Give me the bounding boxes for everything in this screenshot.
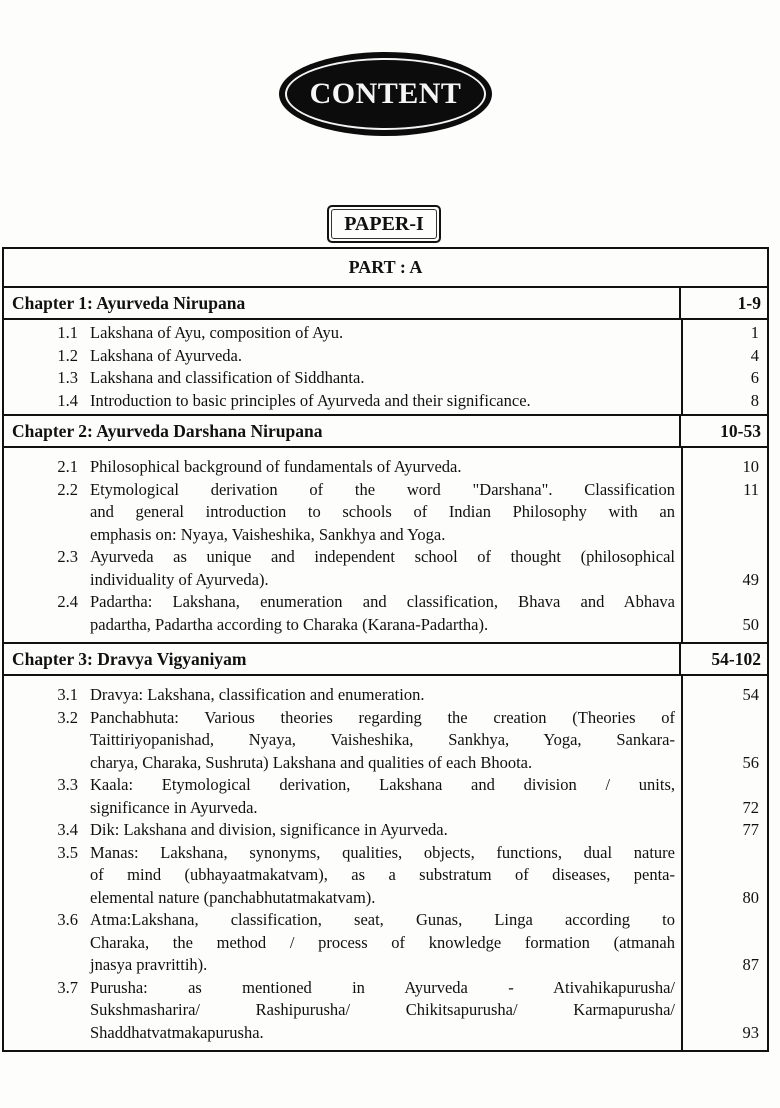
section-number: 3.6 <box>57 910 78 929</box>
section-title: Panchabhuta: Various theories regarding the creation (Theories of <box>90 707 675 727</box>
section-title: Sukshmasharira/ Rashipurusha/ Chikitsapurusha/ Karmapurusha/ <box>90 1000 675 1019</box>
section-number: 3.3 <box>57 775 78 794</box>
section-title: Lakshana and classification of Siddhanta. <box>90 368 365 387</box>
toc-entry-line[interactable] <box>4 954 681 977</box>
toc-entry-line[interactable] <box>4 524 681 547</box>
section-number: 2.1 <box>57 457 78 476</box>
section-page-number <box>683 909 767 932</box>
section-number: 3.7 <box>57 977 78 997</box>
section-number: 3.5 <box>57 842 78 862</box>
chapter-items <box>4 320 767 416</box>
toc-entry-line[interactable] <box>4 479 681 502</box>
section-number <box>4 797 90 820</box>
section-page-number <box>683 932 767 955</box>
section-number: 1.3 <box>57 368 78 387</box>
chapter-page-range: 1-9 <box>737 292 761 313</box>
section-title: of mind (ubhayaatmakatvam), as a substratum of diseases, penta- <box>90 865 675 884</box>
section-number: 3.2 <box>57 707 78 727</box>
table-of-contents <box>2 247 769 1052</box>
section-number <box>4 752 90 775</box>
section-title: and general introduction to schools of Indian Philosophy with an <box>90 502 675 521</box>
chapter-title[interactable]: Chapter 1: Ayurveda Nirupana <box>4 288 681 318</box>
section-page-number <box>683 774 767 797</box>
section-number <box>4 729 90 752</box>
section-title: jnasya pravrittih). <box>90 955 208 974</box>
section-page-number <box>683 707 767 730</box>
section-title: Introduction to basic principles of Ayurveda and their significance. <box>90 390 531 410</box>
section-page-number: 10 <box>742 457 759 476</box>
section-number: 2.3 <box>57 547 78 566</box>
section-number <box>4 864 90 887</box>
toc-entry-line[interactable] <box>4 909 681 932</box>
toc-entry-line[interactable] <box>4 684 681 707</box>
section-page-number: 4 <box>750 345 759 365</box>
section-title: Charaka, the method / process of knowledge formation (atmanah <box>90 932 675 952</box>
section-title: Dravya: Lakshana, classification and enumeration. <box>90 685 425 704</box>
section-number <box>4 887 90 910</box>
toc-entry-line[interactable] <box>4 932 681 955</box>
toc-entry-line[interactable] <box>4 819 681 842</box>
chapter-heading-row[interactable] <box>4 416 767 448</box>
section-page-number <box>683 864 767 887</box>
toc-entry-line[interactable] <box>4 591 681 614</box>
section-page-number: 93 <box>742 1022 759 1042</box>
toc-entry-line[interactable] <box>4 887 681 910</box>
section-title: Purusha: as mentioned in Ayurveda - Ativahikapurusha/ <box>90 977 675 997</box>
section-number <box>4 614 90 637</box>
section-page-number <box>683 842 767 865</box>
chapter-items <box>4 676 767 1050</box>
section-page-number: 1 <box>750 323 759 342</box>
section-page-number <box>683 977 767 1000</box>
section-page-number <box>683 999 767 1022</box>
chapter-title[interactable]: Chapter 2: Ayurveda Darshana Nirupana <box>4 416 681 446</box>
section-title: Shaddhatvatmakapurusha. <box>90 1022 264 1042</box>
toc-entry-line[interactable] <box>4 322 681 345</box>
section-title: Taittiriyopanishad, Nyaya, Vaisheshika, Sankhya, Yoga, Sankara- <box>90 730 675 749</box>
section-page-number: 87 <box>742 955 759 974</box>
section-number: 1.2 <box>57 345 78 365</box>
content-title-badge <box>279 52 492 136</box>
section-number: 2.4 <box>57 592 78 611</box>
section-title: emphasis on: Nyaya, Vaisheshika, Sankhya and Yoga. <box>90 524 446 544</box>
section-number <box>4 569 90 592</box>
section-page-number <box>683 546 767 569</box>
section-number <box>4 524 90 547</box>
section-number <box>4 932 90 955</box>
section-page-number <box>683 524 767 547</box>
toc-entry-line[interactable] <box>4 614 681 637</box>
section-title: Lakshana of Ayu, composition of Ayu. <box>90 323 344 342</box>
section-number: 2.2 <box>57 479 78 499</box>
section-title: padartha, Padartha according to Charaka (Karana-Padartha). <box>90 614 489 634</box>
section-number <box>4 1022 90 1045</box>
section-page-number: 77 <box>742 820 759 839</box>
section-title: Manas: Lakshana, synonyms, qualities, objects, functions, dual nature <box>90 842 675 862</box>
toc-entry-line[interactable] <box>4 546 681 569</box>
chapter-page-range: 10-53 <box>720 420 761 441</box>
paper-label-box <box>327 205 441 243</box>
section-title: Lakshana of Ayurveda. <box>90 345 242 365</box>
toc-entry-line[interactable] <box>4 456 681 479</box>
toc-entry-line[interactable] <box>4 501 681 524</box>
section-page-number: 6 <box>750 368 759 387</box>
section-title: Ayurveda as unique and independent school of thought (philosophical <box>90 547 675 566</box>
section-page-number <box>683 591 767 614</box>
section-page-number <box>683 501 767 524</box>
toc-entry-line[interactable] <box>4 752 681 775</box>
toc-entry-line[interactable] <box>4 1022 681 1045</box>
section-number: 1.1 <box>57 323 78 342</box>
section-title: Kaala: Etymological derivation, Lakshana and division / units, <box>90 775 675 794</box>
toc-entry-line[interactable] <box>4 390 681 413</box>
toc-entry-line[interactable] <box>4 842 681 865</box>
section-page-number: 72 <box>742 797 759 817</box>
section-title: Padartha: Lakshana, enumeration and classification, Bhava and Abhava <box>90 592 675 611</box>
toc-entry-line[interactable] <box>4 774 681 797</box>
section-title: charya, Charaka, Sushruta) Lakshana and qualities of each Bhoota. <box>90 752 533 772</box>
chapter-heading-row[interactable] <box>4 288 767 320</box>
section-title: Philosophical background of fundamentals of Ayurveda. <box>90 457 462 476</box>
section-title: elemental nature (panchabhutatmakatvam). <box>90 887 376 907</box>
section-page-number: 49 <box>742 569 759 589</box>
toc-entry-line[interactable] <box>4 345 681 368</box>
toc-entry-line[interactable] <box>4 977 681 1000</box>
chapter-title[interactable]: Chapter 3: Dravya Vigyaniyam <box>4 644 681 674</box>
section-page-number: 11 <box>743 479 759 499</box>
section-page-number: 50 <box>742 614 759 634</box>
section-number <box>4 501 90 524</box>
toc-entry-line[interactable] <box>4 999 681 1022</box>
section-title: Dik: Lakshana and division, significance in Ayurveda. <box>90 820 448 839</box>
toc-entry-line[interactable] <box>4 707 681 730</box>
section-page-number: 80 <box>742 887 759 907</box>
section-page-number: 54 <box>742 685 759 704</box>
section-number <box>4 954 90 977</box>
chapter-heading-row[interactable] <box>4 644 767 676</box>
section-title: Atma:Lakshana, classification, seat, Gunas, Linga according to <box>90 910 675 929</box>
toc-entry-line[interactable] <box>4 367 681 390</box>
chapter-page-range: 54-102 <box>711 648 761 669</box>
section-number: 3.1 <box>57 685 78 704</box>
paper-label: PAPER-I <box>344 212 424 235</box>
section-number: 1.4 <box>57 390 78 410</box>
toc-entry-line[interactable] <box>4 569 681 592</box>
toc-entry-line[interactable] <box>4 729 681 752</box>
section-title: significance in Ayurveda. <box>90 797 258 817</box>
section-number: 3.4 <box>57 820 78 839</box>
section-title: Etymological derivation of the word "Darshana". Classification <box>90 479 675 499</box>
section-number <box>4 999 90 1022</box>
section-page-number: 56 <box>742 752 759 772</box>
section-title: individuality of Ayurveda). <box>90 569 269 589</box>
toc-entry-line[interactable] <box>4 864 681 887</box>
section-page-number <box>683 729 767 752</box>
section-page-number: 8 <box>750 390 759 410</box>
part-heading: PART : A <box>4 249 767 288</box>
page-title: CONTENT <box>309 77 462 110</box>
chapter-items <box>4 448 767 644</box>
toc-entry-line[interactable] <box>4 797 681 820</box>
